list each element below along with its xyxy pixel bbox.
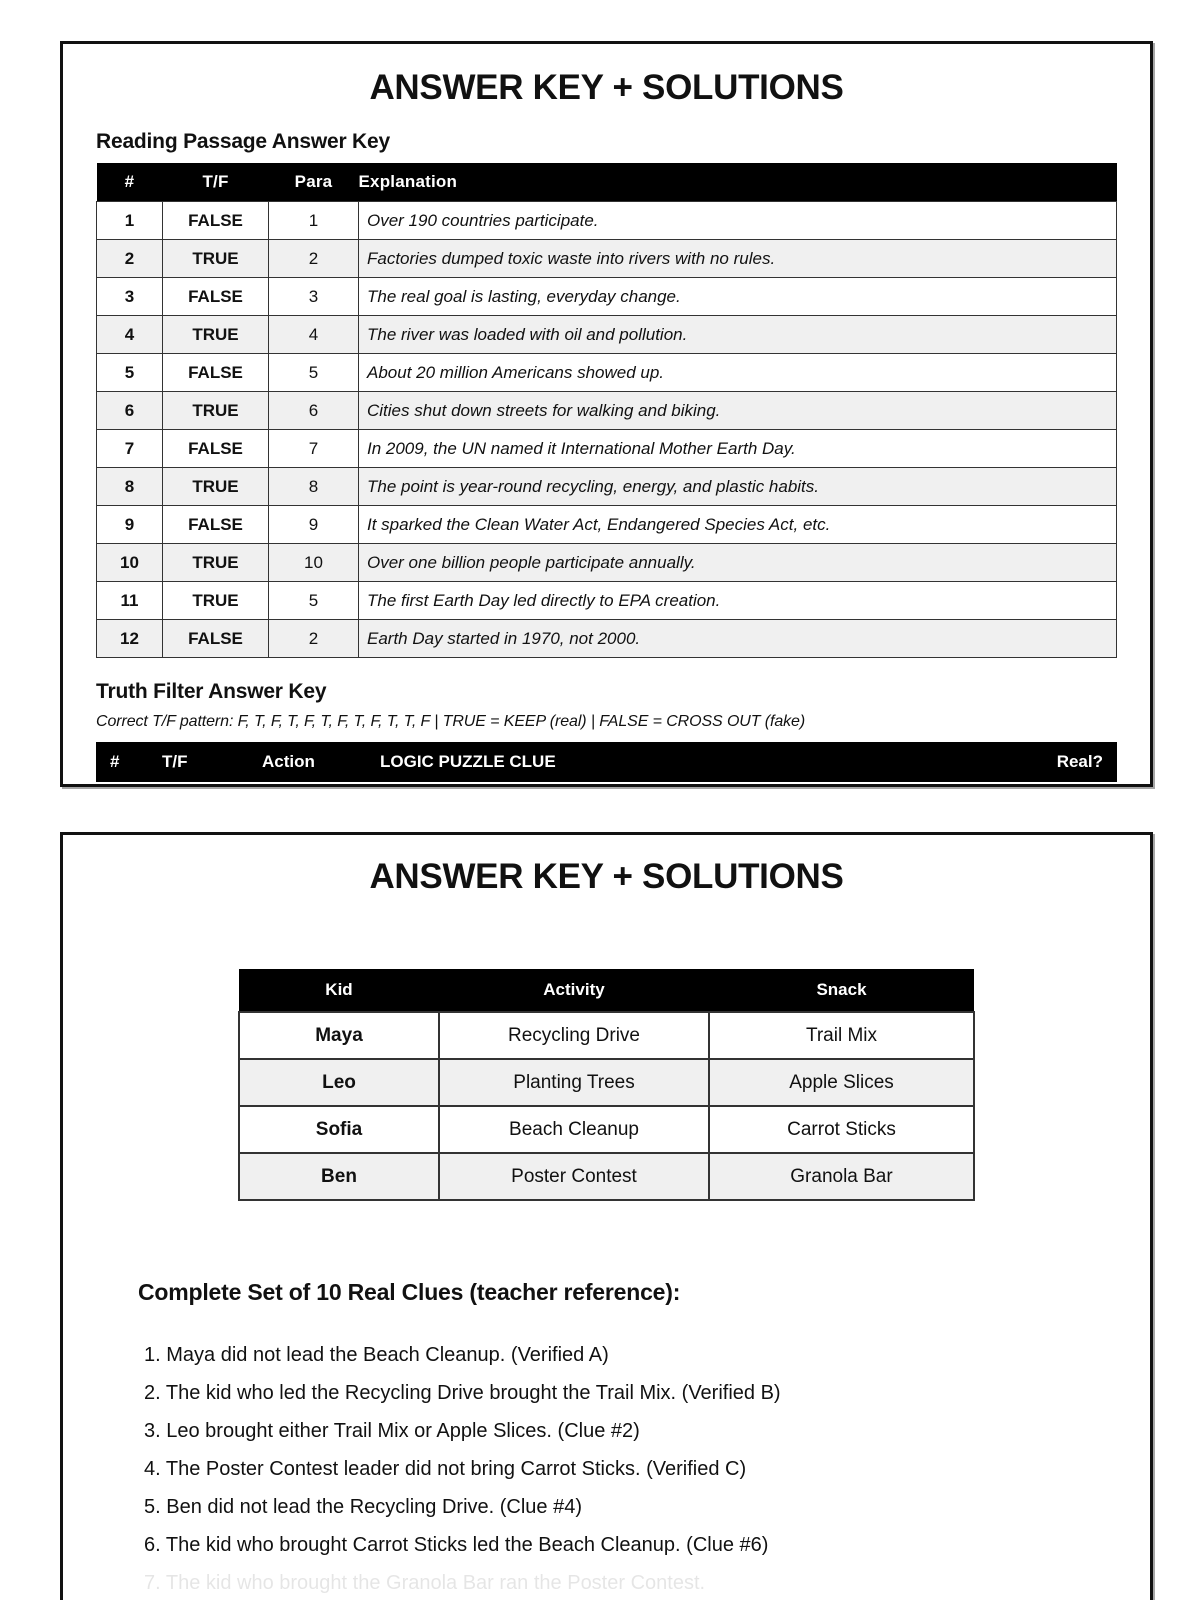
cell-para: 1 [269,202,359,240]
cell-tf: TRUE [163,544,269,582]
cell-number: 8 [97,468,163,506]
column-header-tf: T/F [162,752,188,771]
table-row [97,354,1117,392]
cell-activity: Planting Trees [439,1059,709,1106]
clues-section-heading: Complete Set of 10 Real Clues (teacher reference): [138,1279,681,1305]
table-row [97,544,1117,582]
cell-explanation: The first Earth Day led directly to EPA creation. [359,582,1117,620]
solution-table-wrapper [96,969,1117,1201]
list-item: 4. The Poster Contest leader did not bring Carrot Sticks. (Verified C) [144,1458,747,1480]
page-two [60,832,1153,1600]
list-item: 2. The kid who led the Recycling Drive brought the Trail Mix. (Verified B) [144,1382,781,1404]
column-header-activity: Activity [439,969,709,1012]
reading-passage-heading: Reading Passage Answer Key [96,130,390,153]
cell-tf: TRUE [163,240,269,278]
cell-explanation: About 20 million Americans showed up. [359,354,1117,392]
cell-para: 5 [269,354,359,392]
table-row [97,202,1117,240]
table-row [239,1106,974,1153]
page-one [60,41,1153,787]
column-header-real: Real? [1056,752,1103,771]
table-header-row [97,163,1117,202]
page-two-title: ANSWER KEY + SOLUTIONS [369,857,844,896]
cell-number: 4 [97,316,163,354]
cell-kid: Maya [239,1012,439,1059]
cell-number: 5 [97,354,163,392]
cell-number: 2 [97,240,163,278]
cell-number: 7 [97,430,163,468]
cell-kid: Ben [239,1153,439,1200]
page-one-title: ANSWER KEY + SOLUTIONS [369,68,844,107]
table-row [97,582,1117,620]
cell-explanation: In 2009, the UN named it International Mother Earth Day. [359,430,1117,468]
cell-activity: Recycling Drive [439,1012,709,1059]
cell-para: 8 [269,468,359,506]
clue-list [144,1336,1117,1600]
table-row [97,430,1117,468]
column-header-tf: T/F [163,163,269,202]
table-row [97,506,1117,544]
table-row [239,1012,974,1059]
cell-explanation: Over one billion people participate annually. [359,544,1117,582]
truth-filter-heading: Truth Filter Answer Key [96,680,327,703]
cell-tf: FALSE [163,202,269,240]
cell-para: 5 [269,582,359,620]
table-row [97,240,1117,278]
cell-tf: TRUE [163,316,269,354]
cell-activity: Poster Contest [439,1153,709,1200]
cell-number: 9 [97,506,163,544]
cell-para: 2 [269,240,359,278]
cell-explanation: The river was loaded with oil and pollution. [359,316,1117,354]
cell-tf: FALSE [163,430,269,468]
cell-tf: FALSE [163,506,269,544]
cell-tf: FALSE [163,620,269,658]
cell-tf: TRUE [163,582,269,620]
list-item: 5. Ben did not lead the Recycling Drive. (Clue #4) [144,1496,583,1518]
table-row [97,620,1117,658]
table-row [97,278,1117,316]
table-row [97,468,1117,506]
table-header-row [239,969,974,1012]
cell-tf: FALSE [163,354,269,392]
cell-kid: Leo [239,1059,439,1106]
cell-number: 11 [97,582,163,620]
list-item: 3. Leo brought either Trail Mix or Apple Slices. (Clue #2) [144,1420,640,1442]
cell-para: 2 [269,620,359,658]
column-header-number: # [110,752,120,771]
cell-para: 9 [269,506,359,544]
cell-snack: Apple Slices [709,1059,974,1106]
cell-number: 6 [97,392,163,430]
table-row [239,1059,974,1106]
list-item: 6. The kid who brought Carrot Sticks led the Beach Cleanup. (Clue #6) [144,1534,769,1556]
list-item: 1. Maya did not lead the Beach Cleanup. (Verified A) [144,1344,609,1366]
cell-number: 10 [97,544,163,582]
reading-passage-answer-table [96,163,1117,658]
cell-para: 3 [269,278,359,316]
cell-para: 6 [269,392,359,430]
truth-filter-pattern-line: Correct T/F pattern: F, T, F, T, F, T, F, T, F, T, T, F | TRUE = KEEP (real) | FALSE = CROSS OUT (fake) [96,713,806,730]
cell-snack: Trail Mix [709,1012,974,1059]
cell-para: 10 [269,544,359,582]
cell-tf: TRUE [163,468,269,506]
cell-explanation: It sparked the Clean Water Act, Endangered Species Act, etc. [359,506,1117,544]
table-row [239,1153,974,1200]
cell-number: 12 [97,620,163,658]
column-header-number: # [97,163,163,202]
cell-tf: TRUE [163,392,269,430]
column-header-snack: Snack [709,969,974,1012]
cell-explanation: The real goal is lasting, everyday change. [359,278,1117,316]
cell-para: 4 [269,316,359,354]
table-row [97,316,1117,354]
truth-filter-header-bar [96,742,1117,782]
cell-number: 3 [97,278,163,316]
logic-puzzle-solution-table [238,969,975,1201]
cell-tf: FALSE [163,278,269,316]
cell-para: 7 [269,430,359,468]
column-header-para: Para [269,163,359,202]
cell-activity: Beach Cleanup [439,1106,709,1153]
cell-explanation: Cities shut down streets for walking and biking. [359,392,1117,430]
cell-explanation: Over 190 countries participate. [359,202,1117,240]
cell-explanation: Earth Day started in 1970, not 2000. [359,620,1117,658]
cell-explanation: Factories dumped toxic waste into rivers with no rules. [359,240,1117,278]
cell-kid: Sofia [239,1106,439,1153]
column-header-action: Action [262,752,315,771]
cell-snack: Carrot Sticks [709,1106,974,1153]
cell-snack: Granola Bar [709,1153,974,1200]
cell-number: 1 [97,202,163,240]
table-row [97,392,1117,430]
column-header-logic-puzzle-clue: LOGIC PUZZLE CLUE [380,752,556,771]
list-item: 7. The kid who brought the Granola Bar ran the Poster Contest. [144,1572,706,1594]
column-header-kid: Kid [239,969,439,1012]
cell-explanation: The point is year-round recycling, energy, and plastic habits. [359,468,1117,506]
column-header-explanation: Explanation [359,163,1117,202]
